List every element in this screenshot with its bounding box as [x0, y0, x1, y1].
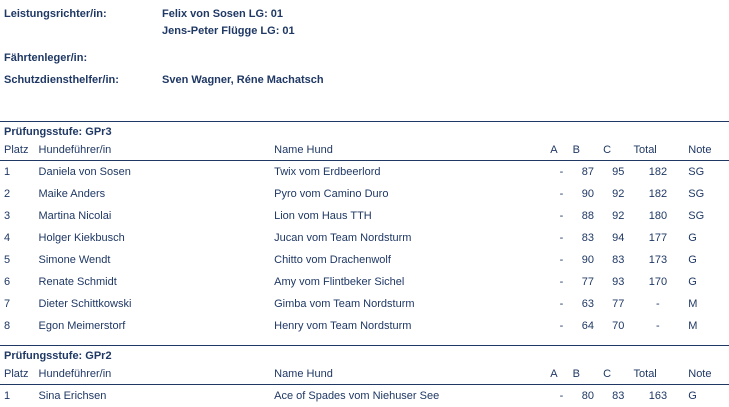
col-total: Total — [634, 366, 683, 385]
col-platz: Platz — [0, 366, 35, 385]
cell-note: SG — [682, 205, 729, 227]
cell-handler: Daniela von Sosen — [35, 161, 275, 184]
cell-dog: Amy vom Flintbeker Sichel — [274, 271, 550, 293]
cell-c: 92 — [603, 183, 633, 205]
header-row-tracklayer — [4, 50, 729, 67]
cell-total: - — [634, 315, 683, 337]
judge-value: Felix von Sosen LG: 01 — [162, 6, 283, 23]
cell-note: G — [682, 385, 729, 407]
cell-c: 83 — [603, 385, 633, 407]
col-note: Note — [682, 366, 729, 385]
cell-b: 87 — [573, 161, 603, 184]
col-total: Total — [634, 142, 683, 161]
cell-platz: 7 — [0, 293, 35, 315]
cell-a: - — [550, 293, 572, 315]
table-row — [0, 385, 729, 407]
table-header-row — [0, 142, 729, 161]
cell-handler: Maike Anders — [35, 183, 275, 205]
section-title-gpr3: Prüfungsstufe: GPr3 — [0, 122, 729, 142]
col-b: B — [573, 142, 603, 161]
judge-label: Leistungsrichter/in: — [4, 6, 162, 23]
col-handler: Hundeführer/in — [35, 366, 275, 385]
cell-a: - — [550, 385, 572, 407]
cell-total: 170 — [634, 271, 683, 293]
header-row-judge — [4, 6, 729, 23]
col-platz: Platz — [0, 142, 35, 161]
section-title-gpr2: Prüfungsstufe: GPr2 — [0, 346, 729, 366]
cell-total: 182 — [634, 183, 683, 205]
cell-b: 80 — [573, 385, 603, 407]
cell-a: - — [550, 271, 572, 293]
col-a: A — [550, 142, 572, 161]
results-table-gpr2 — [0, 366, 729, 407]
header-row-helper — [4, 72, 729, 89]
col-handler: Hundeführer/in — [35, 142, 275, 161]
col-c: C — [603, 142, 633, 161]
cell-dog: Lion vom Haus TTH — [274, 205, 550, 227]
document-header — [0, 0, 729, 89]
cell-dog: Jucan vom Team Nordsturm — [274, 227, 550, 249]
cell-total: 173 — [634, 249, 683, 271]
table-row — [0, 315, 729, 337]
cell-platz: 1 — [0, 161, 35, 184]
table-row — [0, 205, 729, 227]
col-dog: Name Hund — [274, 142, 550, 161]
table-row — [0, 183, 729, 205]
cell-c: 92 — [603, 205, 633, 227]
cell-b: 88 — [573, 205, 603, 227]
cell-dog: Henry vom Team Nordsturm — [274, 315, 550, 337]
cell-platz: 8 — [0, 315, 35, 337]
cell-a: - — [550, 249, 572, 271]
cell-b: 64 — [573, 315, 603, 337]
table-row — [0, 293, 729, 315]
cell-platz: 1 — [0, 385, 35, 407]
cell-platz: 5 — [0, 249, 35, 271]
judge-value-secondary: Jens-Peter Flügge LG: 01 — [162, 23, 729, 40]
cell-platz: 3 — [0, 205, 35, 227]
tracklayer-label: Fährtenleger/in: — [4, 50, 162, 67]
cell-handler: Renate Schmidt — [35, 271, 275, 293]
cell-a: - — [550, 227, 572, 249]
cell-a: - — [550, 315, 572, 337]
cell-handler: Dieter Schittkowski — [35, 293, 275, 315]
col-note: Note — [682, 142, 729, 161]
cell-note: G — [682, 227, 729, 249]
cell-b: 90 — [573, 249, 603, 271]
col-c: C — [603, 366, 633, 385]
cell-handler: Sina Erichsen — [35, 385, 275, 407]
cell-note: G — [682, 249, 729, 271]
col-dog: Name Hund — [274, 366, 550, 385]
cell-c: 93 — [603, 271, 633, 293]
cell-b: 63 — [573, 293, 603, 315]
col-a: A — [550, 366, 572, 385]
table-row — [0, 161, 729, 184]
cell-a: - — [550, 205, 572, 227]
cell-note: M — [682, 315, 729, 337]
cell-b: 90 — [573, 183, 603, 205]
cell-handler: Egon Meimerstorf — [35, 315, 275, 337]
table-row — [0, 271, 729, 293]
cell-c: 77 — [603, 293, 633, 315]
cell-handler: Simone Wendt — [35, 249, 275, 271]
col-b: B — [573, 366, 603, 385]
cell-handler: Holger Kiekbusch — [35, 227, 275, 249]
cell-platz: 2 — [0, 183, 35, 205]
helper-value: Sven Wagner, Réne Machatsch — [162, 72, 324, 89]
cell-total: - — [634, 293, 683, 315]
cell-total: 163 — [634, 385, 683, 407]
cell-total: 182 — [634, 161, 683, 184]
cell-platz: 6 — [0, 271, 35, 293]
cell-note: G — [682, 271, 729, 293]
cell-c: 95 — [603, 161, 633, 184]
cell-total: 177 — [634, 227, 683, 249]
cell-dog: Ace of Spades vom Niehuser See — [274, 385, 550, 407]
section-gpr2 — [0, 345, 729, 407]
results-table-gpr3 — [0, 142, 729, 337]
table-row — [0, 249, 729, 271]
cell-note: SG — [682, 183, 729, 205]
cell-platz: 4 — [0, 227, 35, 249]
cell-c: 70 — [603, 315, 633, 337]
cell-c: 94 — [603, 227, 633, 249]
cell-dog: Chitto vom Drachenwolf — [274, 249, 550, 271]
helper-label: Schutzdiensthelfer/in: — [4, 72, 162, 89]
cell-dog: Gimba vom Team Nordsturm — [274, 293, 550, 315]
cell-c: 83 — [603, 249, 633, 271]
cell-total: 180 — [634, 205, 683, 227]
cell-b: 83 — [573, 227, 603, 249]
cell-handler: Martina Nicolai — [35, 205, 275, 227]
cell-dog: Twix vom Erdbeerlord — [274, 161, 550, 184]
cell-dog: Pyro vom Camino Duro — [274, 183, 550, 205]
cell-note: M — [682, 293, 729, 315]
table-header-row — [0, 366, 729, 385]
cell-a: - — [550, 161, 572, 184]
cell-b: 77 — [573, 271, 603, 293]
table-row — [0, 227, 729, 249]
cell-note: SG — [682, 161, 729, 184]
cell-a: - — [550, 183, 572, 205]
section-gpr3 — [0, 121, 729, 337]
